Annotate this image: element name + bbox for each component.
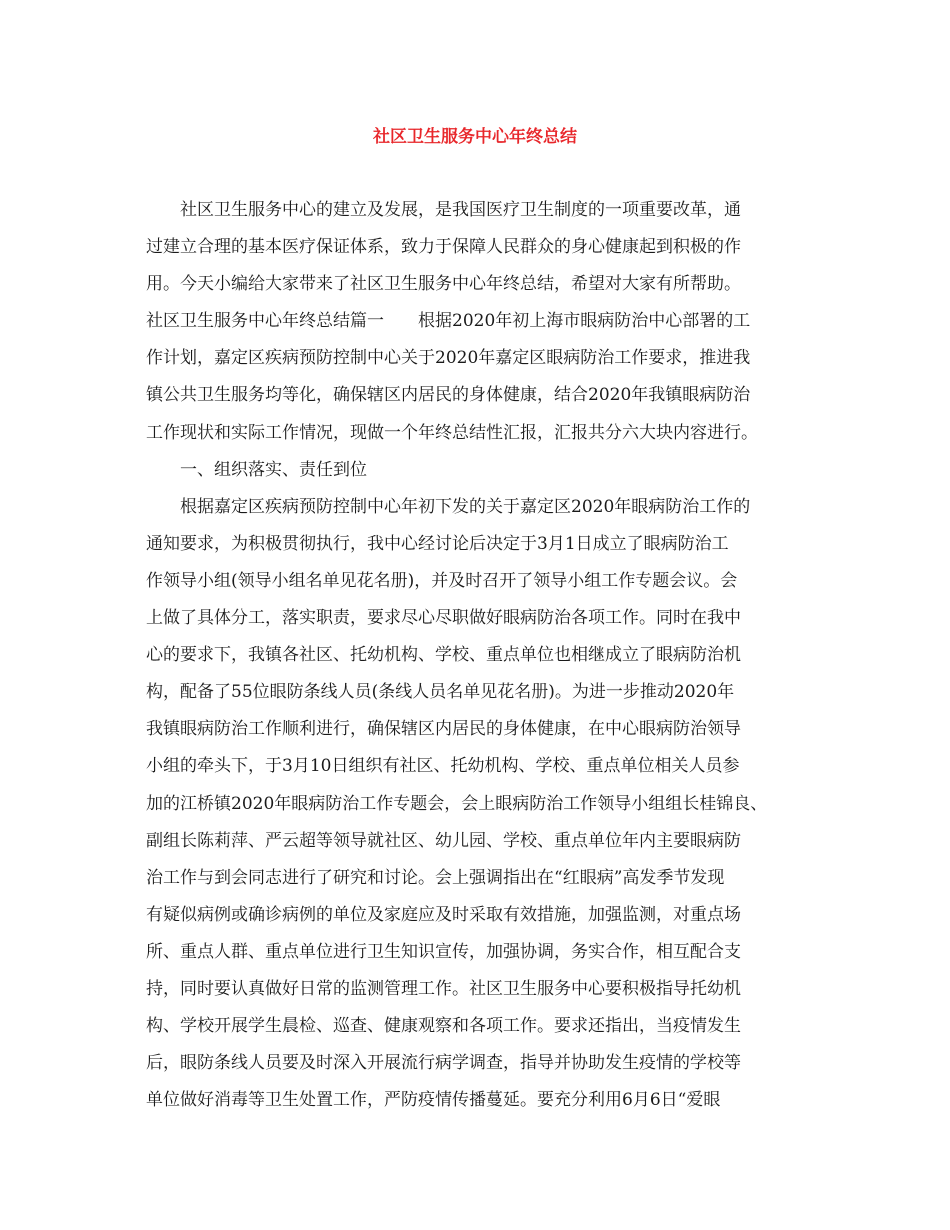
body-line: 心的要求下，我镇各社区、托幼机构、学校、重点单位也相继成立了眼病防治机	[146, 645, 741, 666]
body-line: 单位做好消毒等卫生处置工作，严防疫情传播蔓延。要充分利用6月6日“爱眼	[146, 1090, 721, 1111]
body-line: 社区卫生服务中心的建立及发展，是我国医疗卫生制度的一项重要改革，通	[146, 200, 741, 220]
body-line: 工作现状和实际工作情况，现做一个年终总结性汇报，汇报共分六大块内容进行。	[146, 422, 758, 443]
body-line: 加的江桥镇2020年眼病防治工作专题会，会上眼病防治工作领导小组组长桂锦良、	[146, 793, 768, 814]
body-line: 镇公共卫生服务均等化，确保辖区内居民的身体健康，结合2020年我镇眼病防治	[146, 385, 751, 406]
body-line: 构，配备了55位眼防条线人员(条线人员名单见花名册)。为进一步推动2020年	[146, 682, 735, 703]
body-line: 用。今天小编给大家带来了社区卫生服务中心年终总结，希望对大家有所帮助。	[146, 274, 741, 295]
body-line: 通知要求，为积极贯彻执行，我中心经讨论后决定于3月1日成立了眼病防治工	[146, 533, 729, 554]
document-body	[146, 192, 826, 1119]
body-line: 所、重点人群、重点单位进行卫生知识宣传，加强协调，务实合作，相互配合支	[146, 941, 741, 962]
body-line: 根据嘉定区疾病预防控制中心年初下发的关于嘉定区2020年眼病防治工作的	[146, 496, 751, 517]
body-line: 治工作与到会同志进行了研究和讨论。会上强调指出在“红眼病”高发季节发现	[146, 867, 725, 888]
body-line: 后，眼防条线人员要及时深入开展流行病学调查，指导并协助发生疫情的学校等	[146, 1053, 741, 1074]
section-heading: 一、组织落实、责任到位	[146, 459, 367, 480]
body-line: 有疑似病例或确诊病例的单位及家庭应及时采取有效措施，加强监测，对重点场	[146, 904, 741, 925]
document-title: 社区卫生服务中心年终总结	[373, 127, 577, 147]
body-line: 社区卫生服务中心年终总结篇一 根据2020年初上海市眼病防治中心部署的工	[146, 311, 751, 332]
body-line: 过建立合理的基本医疗保证体系，致力于保障人民群众的身心健康起到积极的作	[146, 237, 741, 258]
body-line: 作领导小组(领导小组名单见花名册)，并及时召开了领导小组工作专题会议。会	[146, 570, 738, 591]
body-line: 持，同时要认真做好日常的监测管理工作。社区卫生服务中心要积极指导托幼机	[146, 978, 741, 999]
body-line: 上做了具体分工，落实职责，要求尽心尽职做好眼病防治各项工作。同时在我中	[146, 608, 741, 629]
body-line: 作计划，嘉定区疾病预防控制中心关于2020年嘉定区眼病防治工作要求，推进我	[146, 348, 751, 369]
body-line: 小组的牵头下，于3月10日组织有社区、托幼机构、学校、重点单位相关人员参	[146, 756, 740, 777]
body-line: 我镇眼病防治工作顺利进行，确保辖区内居民的身体健康，在中心眼病防治领导	[146, 719, 741, 740]
body-line: 构、学校开展学生晨检、巡查、健康观察和各项工作。要求还指出，当疫情发生	[146, 1016, 741, 1037]
body-line: 副组长陈莉萍、严云超等领导就社区、幼儿园、学校、重点单位年内主要眼病防	[146, 830, 741, 851]
